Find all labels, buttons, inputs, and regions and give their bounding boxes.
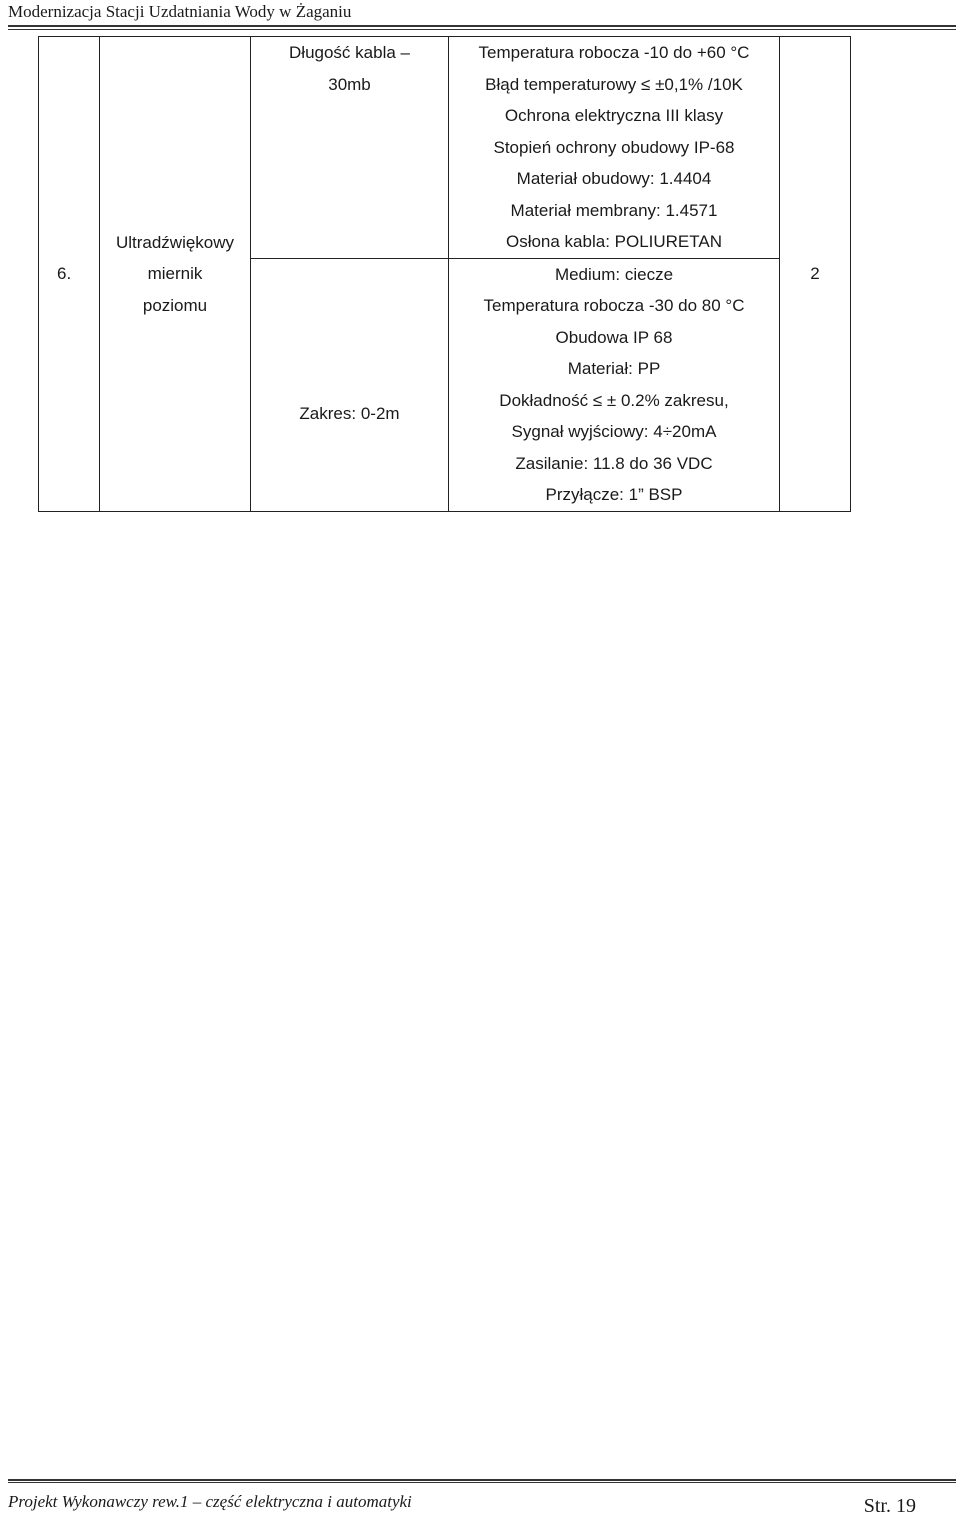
quantity-cell <box>780 37 851 512</box>
spec-line: Osłona kabla: POLIURETAN <box>505 232 723 251</box>
page-header <box>8 1 956 27</box>
spec-line: Stopień ochrony obudowy IP-68 <box>493 137 735 157</box>
item-number-cell <box>39 37 100 512</box>
spec-line: Dokładność ≤ ± 0.2% zakresu, <box>499 390 729 410</box>
header-divider <box>8 25 956 27</box>
item-name-cell <box>100 37 251 512</box>
spec-line: Materiał obudowy: 1.4404 <box>516 169 712 188</box>
item-name-line: Ultradźwiękowy <box>115 232 235 252</box>
spec-line: Zasilanie: 11.8 do 36 VDC <box>515 453 713 473</box>
footer-divider-thin <box>8 1482 956 1483</box>
item-name-line: poziomu <box>142 295 208 315</box>
spec-line: Materiał membrany: 1.4571 <box>510 200 718 220</box>
equipment-spec-table <box>38 36 851 512</box>
spec-line: Medium: ciecze <box>554 264 674 284</box>
spec-line: Temperatura robocza -10 do +60 °C <box>478 43 750 62</box>
cable-length-line: 30mb <box>328 74 371 94</box>
page-footer <box>8 1479 956 1515</box>
spec-line: Materiał: PP <box>567 359 661 378</box>
footer-divider <box>8 1479 956 1481</box>
item-number: 6. <box>57 263 72 283</box>
table-row <box>39 37 851 259</box>
spec-line: Temperatura robocza -30 do 80 °C <box>483 296 745 315</box>
spec-line: Obudowa IP 68 <box>555 327 673 347</box>
spec-line: Błąd temperaturowy ≤ ±0,1% /10K <box>485 74 743 94</box>
quantity: 2 <box>810 263 820 283</box>
cable-length-line: Długość kabla – <box>289 43 410 62</box>
probe-spec-cell <box>449 37 780 259</box>
document-title: Modernizacja Stacji Uzdatniania Wody w Żaganiu <box>8 2 352 21</box>
footer-project-label: Projekt Wykonawczy rew.1 – część elektryczna i automatyki <box>8 1492 412 1511</box>
header-divider-thin <box>8 29 956 30</box>
page-number: Str. 19 <box>863 1495 916 1517</box>
item-name-line: miernik <box>147 264 203 283</box>
spec-line: Przyłącze: 1” BSP <box>545 485 683 504</box>
spec-line: Sygnał wyjściowy: 4÷20mA <box>511 422 717 441</box>
meter-spec-cell <box>449 258 780 511</box>
spec-line: Ochrona elektryczna III klasy <box>504 106 724 125</box>
cable-length-cell <box>251 37 449 259</box>
range-text: Zakres: 0-2m <box>299 403 400 423</box>
range-cell <box>251 258 449 511</box>
